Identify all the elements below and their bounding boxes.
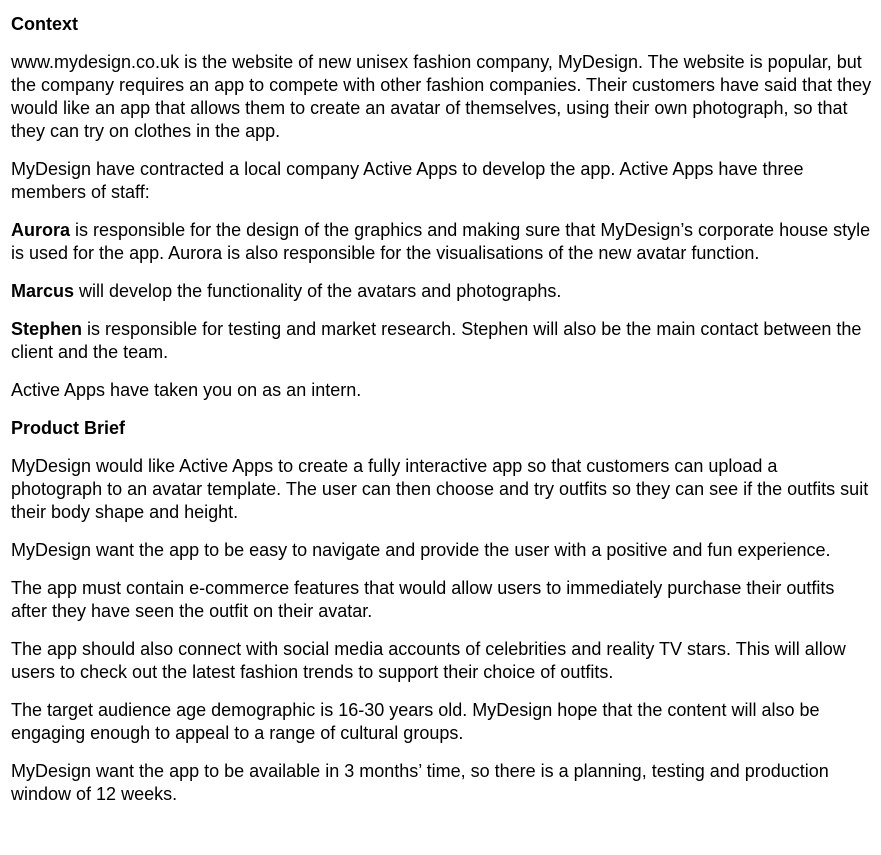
brief-paragraph: The app should also connect with social media accounts of celebrities and reality TV stars. This will allow users to check out the latest fashion trends to support their choice of outfits. [11, 639, 846, 682]
staff-name: Marcus [11, 281, 75, 301]
staff-name: Stephen [11, 319, 83, 339]
brief-paragraph: The app must contain e-commerce features that would allow users to immediately purchase their outfits after they have seen the outfit on their avatar. [11, 578, 835, 621]
brief-paragraph: The target audience age demographic is 16-30 years old. MyDesign hope that the content will also be engaging enough to appeal to a range of cultural groups. [11, 700, 820, 743]
staff-role: is responsible for testing and market research. Stephen will also be the main contact between the client and the team. [11, 319, 862, 362]
context-heading: Context [11, 14, 78, 34]
product-brief-heading: Product Brief [11, 418, 126, 438]
staff-stephen [11, 318, 873, 364]
brief-paragraph: MyDesign want the app to be easy to navigate and provide the user with a positive and fun experience. [11, 540, 831, 560]
staff-marcus [11, 280, 873, 303]
brief-paragraph: MyDesign want the app to be available in 3 months’ time, so there is a planning, testing and production window of 12 weeks. [11, 761, 829, 804]
brief-paragraph: MyDesign would like Active Apps to create a fully interactive app so that customers can upload a photograph to an avatar template. The user can then choose and try outfits so they can see if the outfits suit their body shape and height. [11, 456, 869, 522]
staff-name: Aurora [11, 220, 71, 240]
context-paragraph: www.mydesign.co.uk is the website of new unisex fashion company, MyDesign. The website is popular, but the company requires an app to compete with other fashion companies. Their customers have said that they would like an app that allows them to create an avatar of themselves, using their own photograph, so that they can try on clothes in the app. [11, 52, 872, 141]
staff-aurora [11, 219, 873, 265]
staff-role: will develop the functionality of the avatars and photographs. [74, 281, 562, 301]
contract-paragraph: MyDesign have contracted a local company Active Apps to develop the app. Active Apps have three members of staff: [11, 159, 804, 202]
staff-role: is responsible for the design of the graphics and making sure that MyDesign’s corporate house style is used for the app. Aurora is also responsible for the visualisations of the new avatar function. [11, 220, 871, 263]
intern-paragraph: Active Apps have taken you on as an intern. [11, 380, 362, 400]
